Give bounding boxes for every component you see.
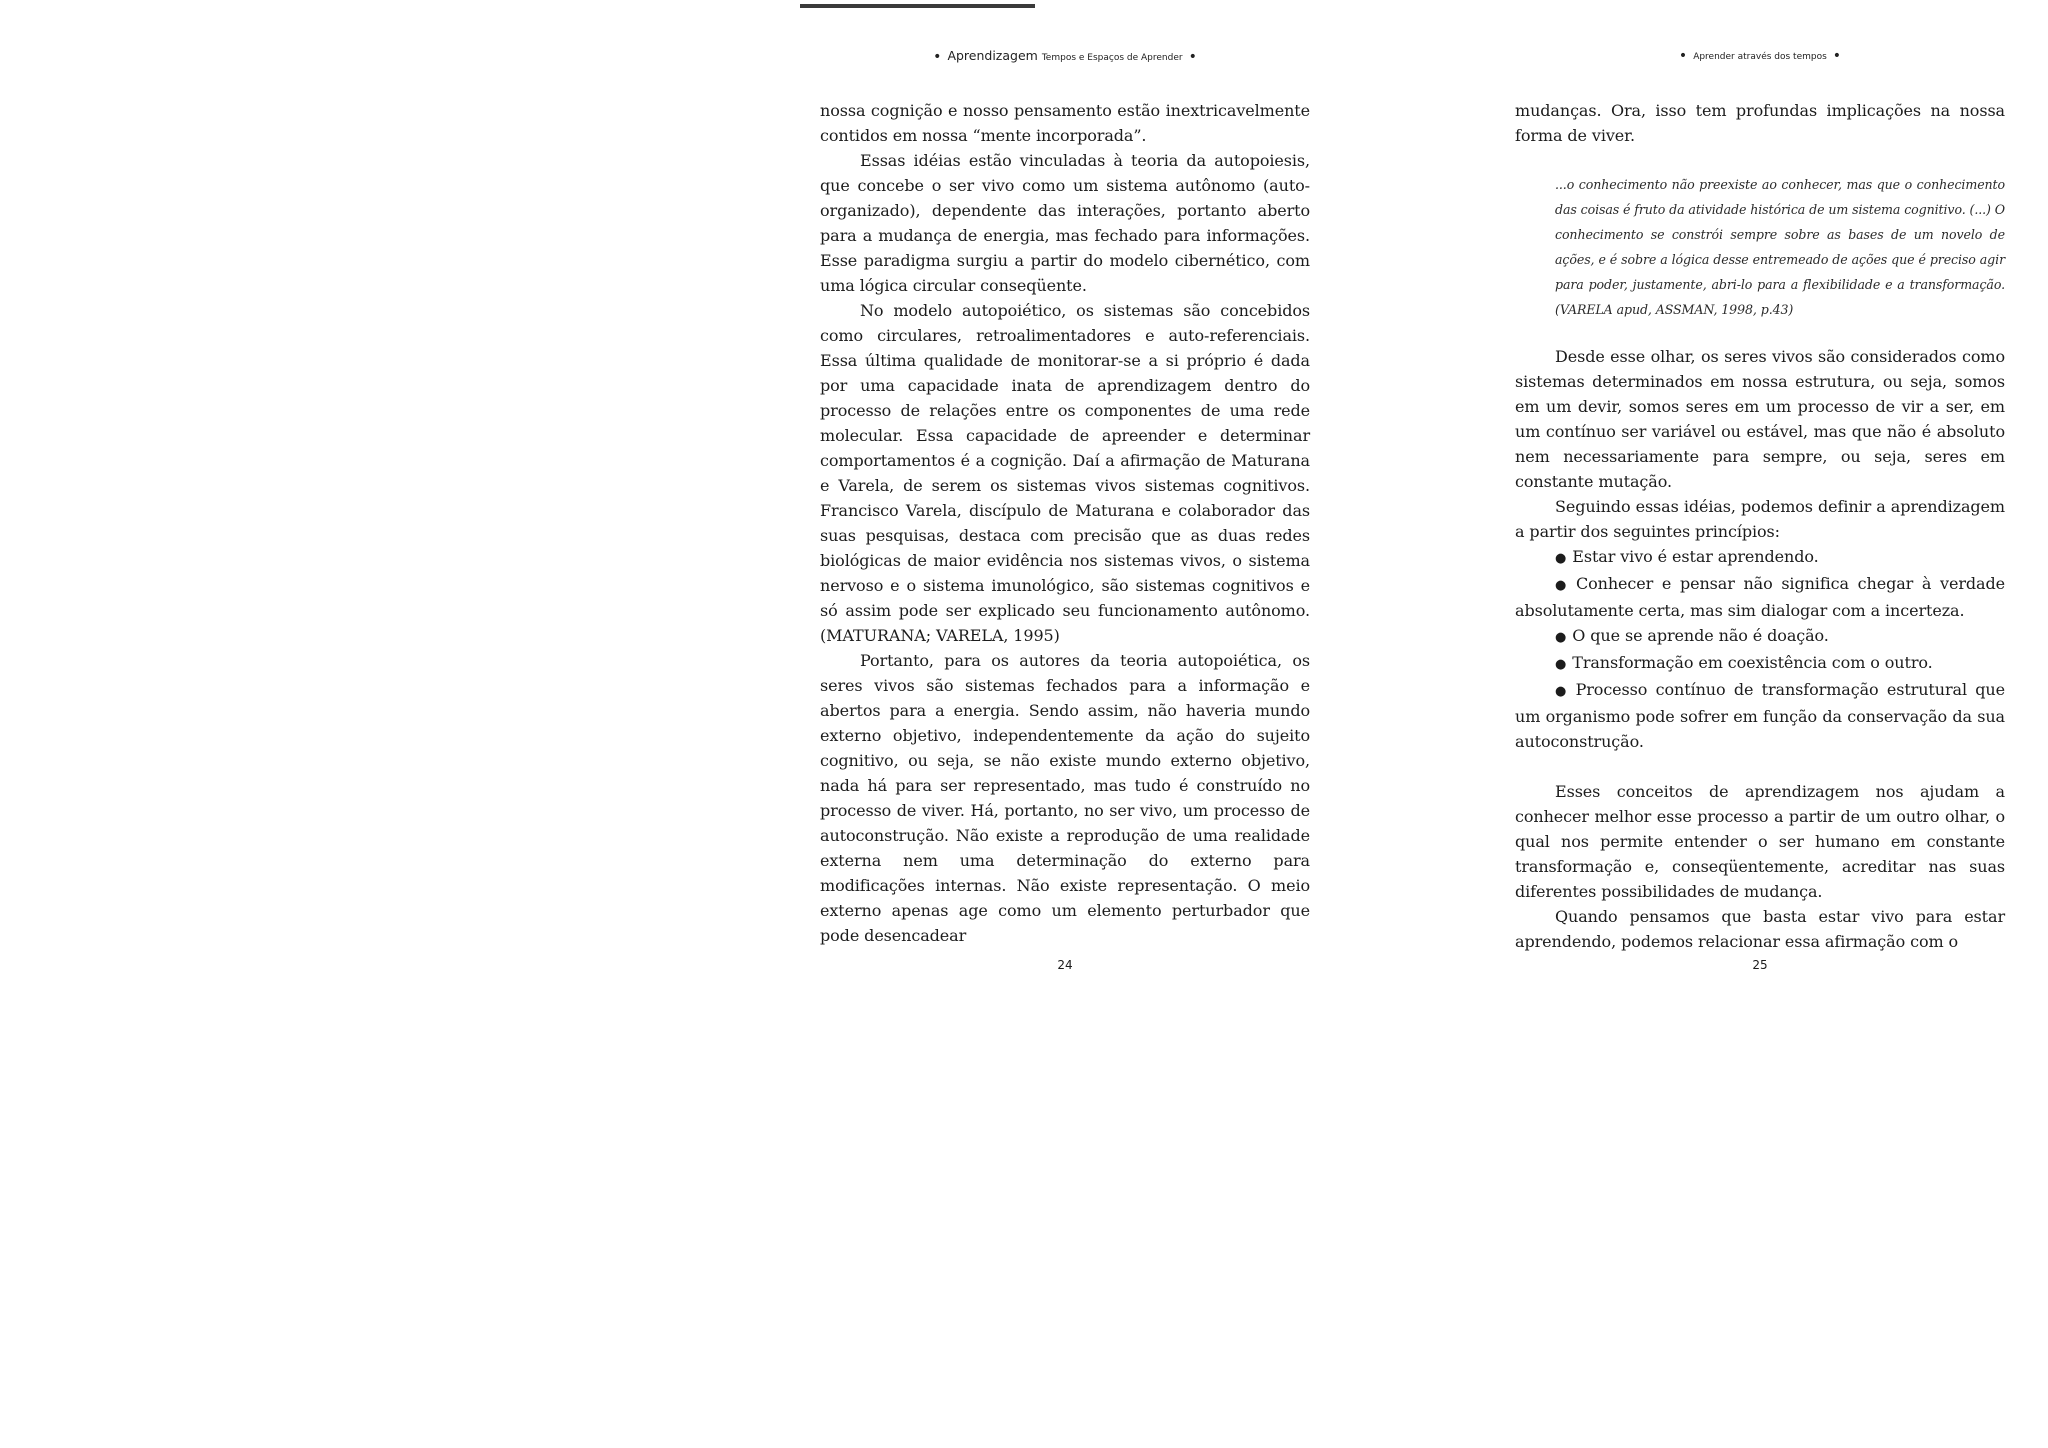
bullet-icon: ● (1555, 578, 1570, 593)
bullet-icon: ● (1555, 657, 1567, 672)
paragraph: Quando pensamos que basta estar vivo para estar aprendendo, podemos relacionar essa afirmação com o (1515, 907, 2005, 951)
running-head-title: Aprender através dos tempos (1693, 52, 1827, 62)
paragraph: Portanto, para os autores da teoria autopoiética, os seres vivos são sistemas fechados para a informação e abertos para a energia. Sendo assim, não haveria mundo externo objetivo, independentemente da ação do sujeito cognitivo, ou seja, se não existe mundo externo objetivo, nada há para ser representado, mas tudo é construído no processo de viver. Há, portanto, no ser vivo, um processo de autoconstrução. Não existe a reprodução de uma realidade externa nem uma determinação do externo para modificações internas. Não existe representação. O meio externo apenas age como um elemento perturbador que pode desencadear (820, 651, 1310, 945)
left-page (820, 0, 1310, 1010)
list-item: ● O que se aprende não é doação. (1555, 626, 1829, 645)
paragraph: No modelo autopoiético, os sistemas são concebidos como circulares, retroalimentadores e auto-referenciais. Essa última qualidade de monitorar-se a si próprio é dada por uma capacidade inata de aprendizagem dentro do processo de relações entre os componentes de uma rede molecular. Essa capacidade de apreender e determinar comportamentos é a cognição. Daí a afirmação de Maturana e Varela, de serem os sistemas vivos sistemas cognitivos. Francisco Varela, discípulo de Maturana e colaborador das suas pesquisas, destaca com precisão que as duas redes biológicas de maior evidência nos sistemas vivos, o sistema nervoso e o sistema imunológico, são sistemas cognitivos e só assim pode ser explicado seu funcionamento autônomo. (MATURANA; VARELA, 1995) (820, 301, 1310, 645)
page-number: 24 (1057, 958, 1073, 972)
paragraph: Essas idéias estão vinculadas à teoria da autopoiesis, que concebe o ser vivo como um sistema autônomo (auto-organizado), dependente das interações, portanto aberto para a mudança de energia, mas fechado para informações. Esse paradigma surgiu a partir do modelo cibernético, com uma lógica circular conseqüente. (820, 151, 1310, 295)
paragraph: Seguindo essas idéias, podemos definir a aprendizagem a partir dos seguintes princípios: (1515, 497, 2005, 541)
paragraph: Desde esse olhar, os seres vivos são considerados como sistemas determinados em nossa estrutura, ou seja, somos em um devir, somos seres em um processo de vir a ser, em um contínuo ser variável ou estável, mas que não é absoluto nem necessariamente para sempre, ou seja, seres em constante mutação. (1515, 347, 2005, 491)
bullet-icon: ● (1555, 551, 1567, 566)
bullet-icon: ● (1555, 684, 1570, 699)
block-quote: ...o conhecimento não preexiste ao conhecer, mas que o conhecimento das coisas é fruto da atividade histórica de um sistema cognitivo. (...) O conhecimento se constrói sempre sobre as bases de um novelo de ações, e é sobre a lógica desse entremeado de ações que é preciso agir para poder, justamente, abri-lo para a flexibilidade e a transformação. (VARELA apud, ASSMAN, 1998, p.43) (1555, 177, 2005, 317)
paragraph: nossa cognição e nosso pensamento estão inextricavelmente contidos em nossa “mente incorporada”. (820, 101, 1310, 145)
page-number: 25 (1752, 958, 1768, 972)
running-head-title: Aprendizagem (947, 48, 1038, 63)
running-head: • Aprender através dos tempos • (1678, 48, 1842, 64)
list-item: ● Transformação em coexistência com o outro. (1555, 653, 1933, 672)
paragraph: Esses conceitos de aprendizagem nos ajudam a conhecer melhor esse processo a partir de um outro olhar, o qual nos permite entender o ser humano em constante transformação e, conseqüentemente, acreditar nas suas diferentes possibilidades de mudança. (1515, 782, 2005, 901)
body-text (1515, 98, 2005, 954)
running-head-subtitle: Tempos e Espaços de Aprender (1041, 53, 1183, 63)
paragraph: mudanças. Ora, isso tem profundas implicações na nossa forma de viver. (1515, 101, 2005, 145)
right-page (1515, 0, 2005, 1010)
list-item: ● Conhecer e pensar não significa chegar à verdade absolutamente certa, mas sim dialogar com a incerteza. (1515, 574, 2005, 620)
running-head: • Aprendizagem Tempos e Espaços de Aprender • (933, 48, 1197, 65)
list-item: ● Processo contínuo de transformação estrutural que um organismo pode sofrer em função da conservação da sua autoconstrução. (1515, 680, 2005, 751)
list-item: ● Estar vivo é estar aprendendo. (1555, 547, 1819, 566)
bullet-icon: ● (1555, 630, 1567, 645)
body-text (820, 98, 1310, 948)
